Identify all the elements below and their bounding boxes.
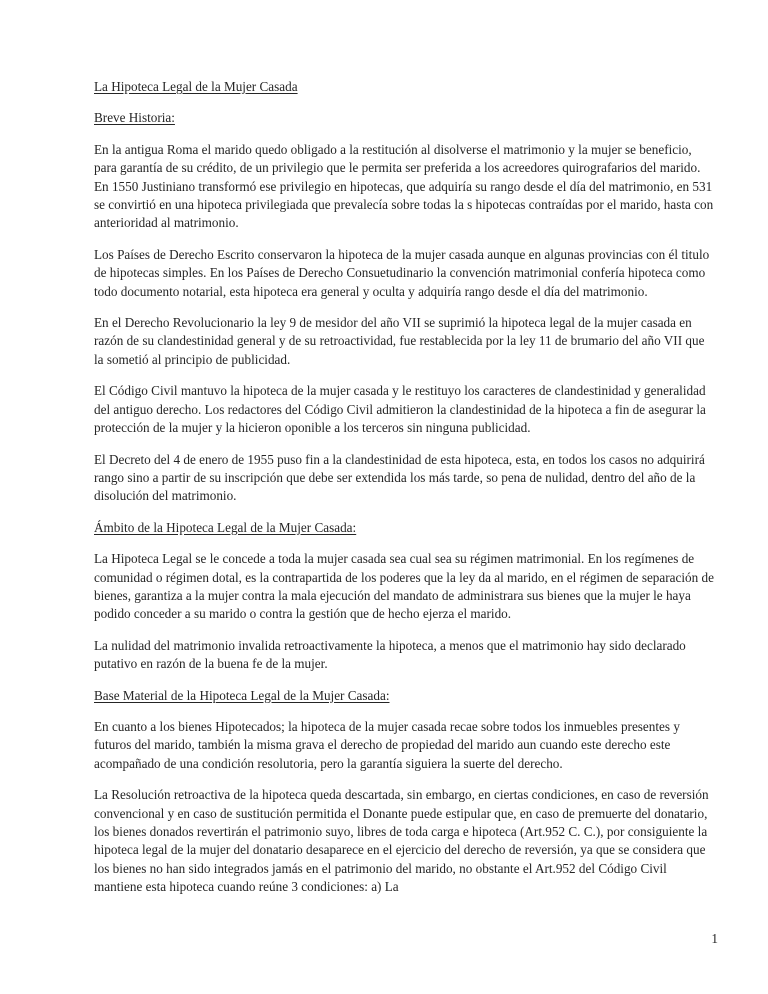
paragraph: En cuanto a los bienes Hipotecados; la hipoteca de la mujer casada recae sobre todos los inmuebles presentes y futuros del marido, también la misma grava el derecho de propiedad del marido aun cuando este derecho este acompañado de una condición resolutoria, pero la garantía siguiera la suerte del derecho. (94, 718, 680, 771)
paragraph: La nulidad del matrimonio invalida retroactivamente la hipoteca, a menos que el matrimonio hay sido declarado putativo en razón de la buena fe de la mujer. (94, 637, 686, 672)
paragraph: En el Derecho Revolucionario la ley 9 de mesidor del año VII se suprimió la hipoteca legal de la mujer casada en razón de su clandestinidad general y de su retroactividad, fue restablecida por la ley 11 de brumario del año VII que la sometió al principio de publicidad. (94, 315, 705, 367)
paragraph: La Resolución retroactiva de la hipoteca queda descartada, sin embargo, en ciertas condiciones, en caso de reversión convencional y en caso de sustitución permitida el Donante puede estipular que, en caso de premuerte del donatario, los bienes donados revertirán el patrimonio suyo, libres de toda carga e hipoteca (Art.952 C. C.), por consiguiente la hipoteca legal de la mujer del donatario desaparece en el ejercicio del derecho de reversión, ya que se considera que los bienes no han sido integrados jamás en el patrimonio del marido, no obstante el Art.952 del Código Civil mantiene esta hipoteca cuando reúne 3 condiciones: a) La (94, 787, 709, 895)
document-content (94, 78, 716, 910)
paragraph: En la antigua Roma el marido quedo obligado a la restitución al disolverse el matrimonio y la mujer se beneficio, para garantía de su crédito, de un privilegio que le permita ser preferida a los acreedores quirografarios del marido. En 1550 Justiniano transformó ese privilegio en hipotecas, que adquiría su rango desde el día del matrimonio, en 531 se convirtió en una hipoteca privilegiada que prevalecía sobre todas la s hipotecas contraídas por el marido, hasta con anterioridad al matrimonio. (94, 141, 714, 231)
section-heading-base-material: Base Material de la Hipoteca Legal de la Mujer Casada: (94, 687, 390, 703)
paragraph: El Código Civil mantuvo la hipoteca de la mujer casada y le restituyo los caracteres de clandestinidad y generalidad del antiguo derecho. Los redactores del Código Civil admitieron la clandestinidad de la hipoteca a fin de asegurar la protección de la mujer y la hicieron oponible a los terceros sin ninguna publicidad. (94, 383, 706, 436)
paragraph: Los Países de Derecho Escrito conservaron la hipoteca de la mujer casada aunque en algunas provincias con él titulo de hipotecas simples. En los Países de Derecho Consuetudinario la convención matrimonial confería hipoteca como todo documento notarial, esta hipoteca era general y oculta y adquiría rango desde el día del matrimonio. (94, 246, 710, 299)
document-title: La Hipoteca Legal de la Mujer Casada (94, 79, 298, 94)
paragraph: El Decreto del 4 de enero de 1955 puso fin a la clandestinidad de esta hipoteca, esta, en todos los casos no adquirirá rango sino a partir de su inscripción que debe ser extendida los más tarde, so pena de nulidad, dentro del año de la disolución del matrimonio. (94, 451, 705, 504)
page-number: 1 (711, 931, 718, 946)
section-heading-breve-historia: Breve Historia: (94, 110, 175, 126)
section-heading-ambito: Ámbito de la Hipoteca Legal de la Mujer Casada: (94, 519, 357, 535)
paragraph: La Hipoteca Legal se le concede a toda la mujer casada sea cual sea su régimen matrimonial. En los regímenes de comunidad o régimen dotal, es la contrapartida de los poderes que la ley da al marido, en el régimen de separación de bienes, garantiza a la mujer contra la mala ejecución del mandato de administrara sus bienes que la mujer le haya podido conceder a su marido o contra la gestión que de hecho ejerza el marido. (94, 551, 714, 622)
